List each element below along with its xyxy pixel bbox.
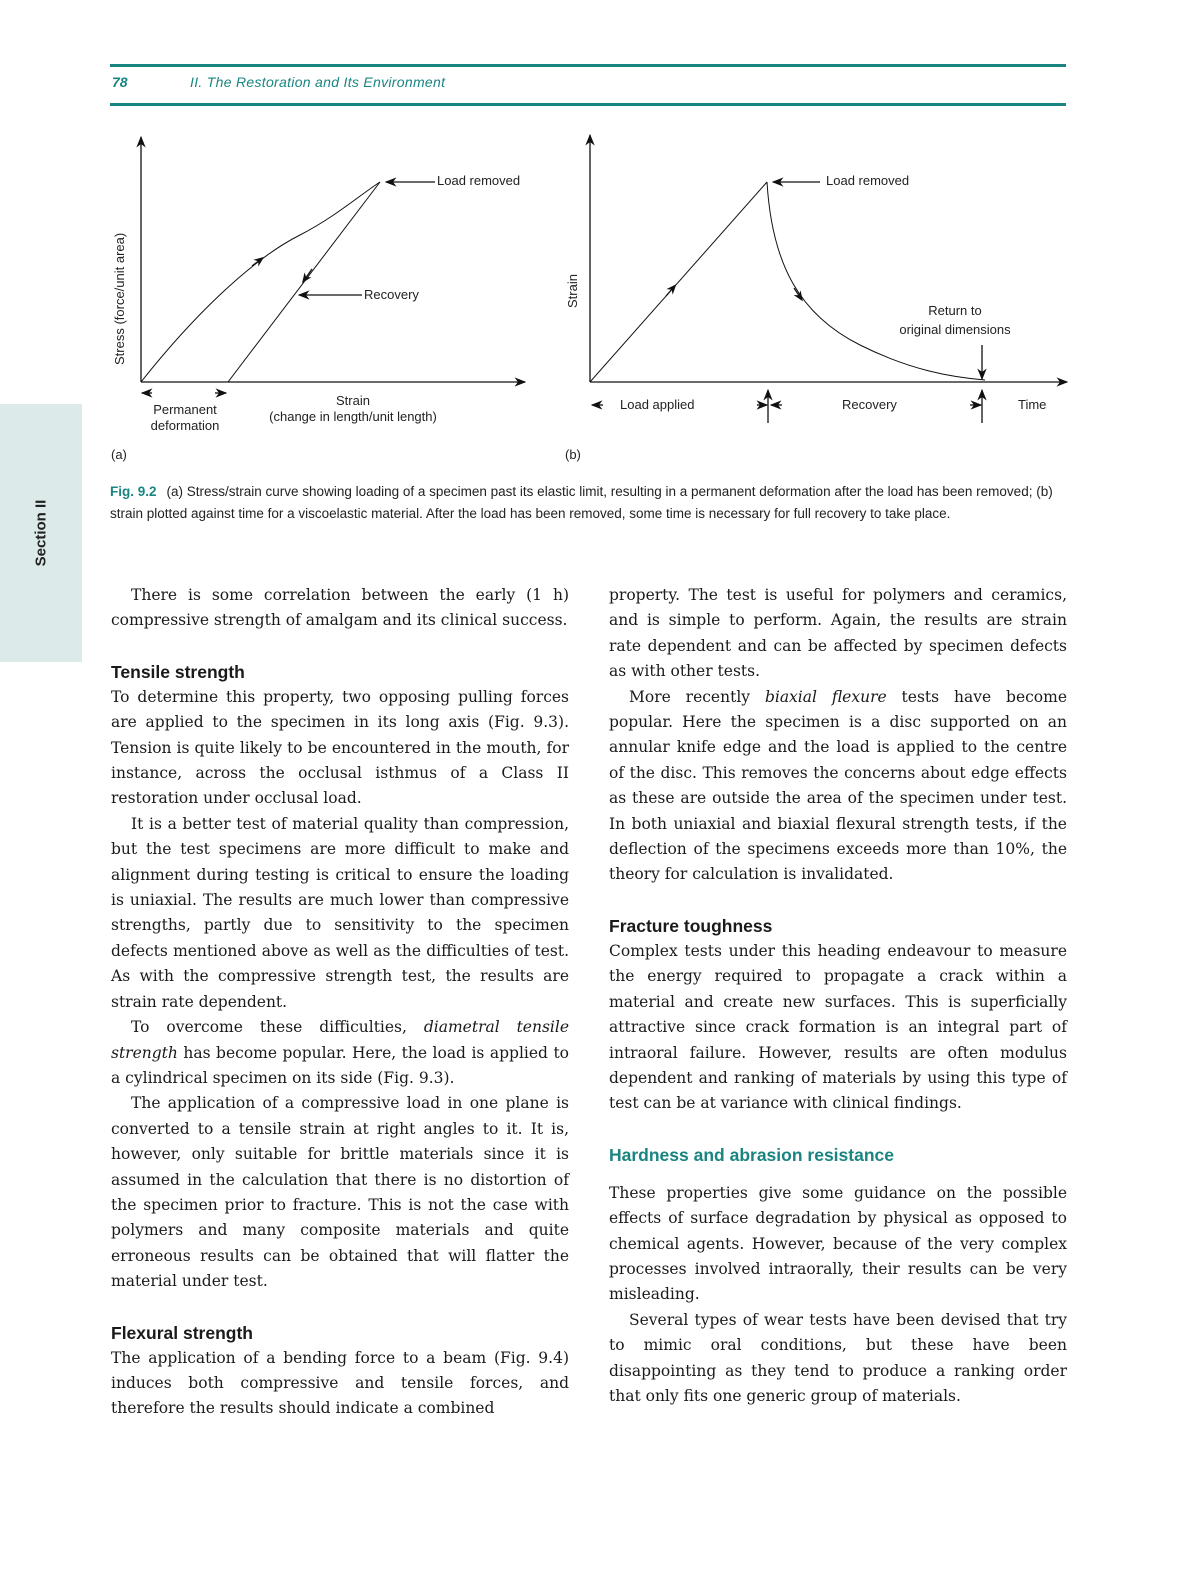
paragraph: property. The test is useful for polymers and ceramics, and is simple to perform. Again, the results are strain rate dependent and can be affected by specimen defects as with other tests. (609, 586, 1067, 681)
emphasis-term: diametral tensile strength (111, 1018, 569, 1062)
paragraph: The application of a compressive load in one plane is converted to a tensile strain at right angles to it. It is, however, only suitable for brittle materials since it is assumed in the calculation that there is no distortion of the specimen prior to fracture. This is not the case with polymers and many composite materials and quite erroneous results can be obtained that will flatter the material under test. (111, 1094, 569, 1291)
section-tab-label: Section II (32, 499, 50, 567)
panel-b-label: (b) (565, 447, 581, 462)
paragraph: Several types of wear tests have been devised that try to mimic oral conditions, but these have been disappointing as they tend to produce a ranking order that only fits one generic group of materials. (609, 1310, 1067, 1405)
figure-caption (110, 481, 1070, 525)
panel-a-y-axis-label: Stress (force/unit area) (112, 232, 127, 365)
panel-b-recovery-label: Recovery (842, 397, 897, 412)
paragraph: More recently biaxial flexure tests have become popular. Here the specimen is a disc supported on an annular knife edge and the load is applied to the centre of the disc. This removes the concerns about edge effects as these are outside the area of the specimen under test. In both uniaxial and biaxial flexural strength tests, if the deflection of the specimens exceeds more than 10%, the theory for calculation is invalidated. (609, 687, 1068, 884)
figure-graphics (100, 125, 1080, 475)
figure-caption-text: (a) Stress/strain curve showing loading of a specimen past its elastic limit, resulting in a permanent deformation after the load has been removed; (b) strain plotted against time for a viscoelastic material. After the load has been removed, some time is necessary for full recovery to take place. (110, 484, 1053, 521)
figure-9-2 (100, 125, 1080, 475)
paragraph: To determine this property, two opposing pulling forces are applied to the specimen in its long axis (Fig. 9.3). Tension is quite likely to be encountered in the mouth, for instance, across the occlusal isthmus of a Class II restoration under occlusal load. (111, 687, 569, 808)
paragraph: These properties give some guidance on the possible effects of surface degradation by physical as opposed to chemical agents. However, because of the very complex processes involved intraorally, their results can be very misleading. (609, 1183, 1067, 1304)
heading-flexural-strength: Flexural strength (111, 1322, 253, 1343)
panel-a-x-axis-label: Strain (change in length/unit length) (269, 393, 437, 424)
section-tab (0, 404, 82, 662)
paragraph: It is a better test of material quality than compression, but the test specimens are more difficult to make and alignment during testing is critical to ensure the loading is uniaxial. The results are much lower than compressive strengths, partly due to sensitivity to the specimen defects mentioned above as well as the difficulties of test. As with the compressive strength test, the results are strain rate dependent. (111, 814, 569, 1011)
page-number: 78 (112, 74, 128, 90)
paragraph: Complex tests under this heading endeavour to measure the energy required to propagate a crack within a material and create new surfaces. This is superficially attractive since crack formation is an integral part of intraoral failure. However, results are often modulus dependent and ranking of materials by using this type of test can be at variance with clinical findings. (609, 941, 1067, 1113)
paragraph: The application of a bending force to a beam (Fig. 9.4) induces both compressive and tensile forces, and therefore the results should indicate a combined (111, 1348, 569, 1418)
left-column (111, 583, 569, 1422)
panel-a-load-removed-label: Load removed (437, 173, 521, 188)
heading-hardness-abrasion: Hardness and abrasion resistance (609, 1144, 894, 1165)
running-title: II. The Restoration and Its Environment (190, 74, 446, 90)
panel-b-y-axis-label: Strain (565, 274, 580, 308)
panel-a-permanent-deformation-label: Permanent deformation (150, 402, 220, 433)
heading-fracture-toughness: Fracture toughness (609, 915, 773, 936)
figure-number: Fig. 9.2 (110, 484, 157, 499)
heading-tensile-strength: Tensile strength (111, 661, 245, 682)
right-column (609, 583, 1067, 1409)
panel-b-return-label: Return to original dimensions (899, 303, 1011, 337)
paragraph: There is some correlation between the early (1 h) compressive strength of amalgam and its clinical success. (111, 586, 569, 630)
paragraph: To overcome these difficulties, diametral tensile strength has become popular. Here, the load is applied to a cylindrical specimen on its side (Fig. 9.3). (111, 1018, 569, 1087)
emphasis-term: biaxial flexure (764, 687, 887, 706)
running-header (110, 64, 1066, 106)
panel-a-label: (a) (111, 447, 127, 462)
panel-a-recovery-label: Recovery (364, 287, 419, 302)
panel-b-x-axis-label: Time (1018, 397, 1047, 412)
panel-b-load-applied-label: Load applied (620, 397, 695, 412)
panel-b-load-removed-label: Load removed (826, 173, 910, 188)
